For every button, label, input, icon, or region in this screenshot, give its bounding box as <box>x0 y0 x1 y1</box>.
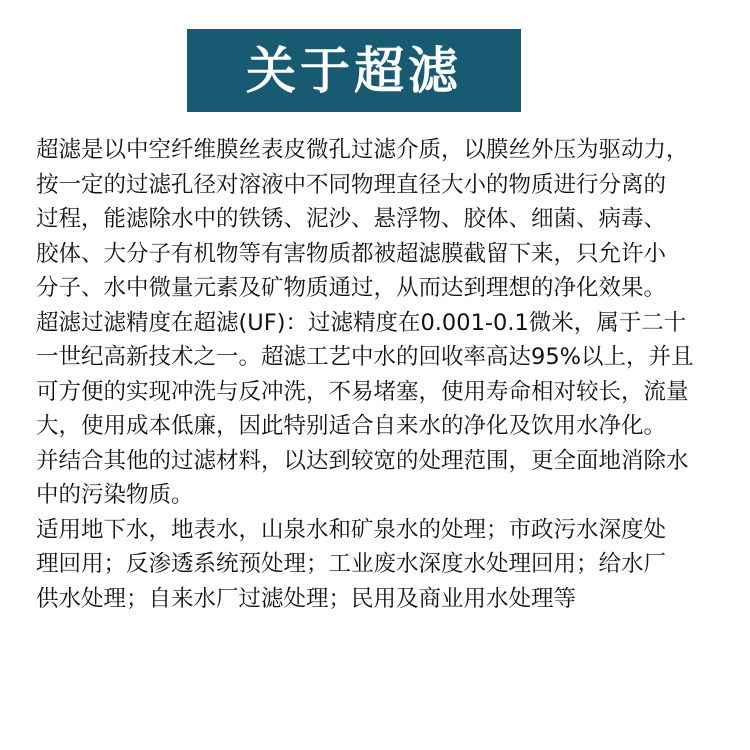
text-line: 理回用；反渗透系统预处理；工业废水深度水处理回用；给水厂 <box>36 551 667 577</box>
text-line: 大，使用成本低廉，因此特别适合自来水的净化及饮用水净化。 <box>36 413 667 439</box>
text-line: 分子、水中微量元素及矿物质通过，从而达到理想的净化效果。 <box>36 275 667 301</box>
text-line: 超滤过滤精度在超滤(UF)：过滤精度在0.001-0.1微米，属于二十 <box>36 309 687 336</box>
text-line: 适用地下水，地表水，山泉水和矿泉水的处理；市政污水深度处 <box>36 516 667 543</box>
text-line: 按一定的过滤孔径对溶液中不同物理直径大小的物质进行分离的 <box>36 171 667 198</box>
description-text-block <box>36 133 736 616</box>
text-line: 供水处理；自来水厂过滤处理；民用及商业用水处理等 <box>36 585 577 612</box>
text-line: 超滤是以中空纤维膜丝表皮微孔过滤介质，以膜丝外压为驱动力， <box>36 137 689 163</box>
title-banner <box>187 29 521 112</box>
text-line: 胶体、大分子有机物等有害物质都被超滤膜截留下来，只允许小 <box>36 240 667 267</box>
text-line: 并结合其他的过滤材料，以达到较宽的处理范围，更全面地消除水 <box>36 447 689 474</box>
text-line: 中的污染物质。 <box>36 482 194 508</box>
page-title: 关于超滤 <box>246 41 462 100</box>
text-line: 可方便的实现冲洗与反冲洗，不易堵塞，使用寿命相对较长，流量 <box>36 378 689 405</box>
text-line: 过程，能滤除水中的铁锈、泥沙、悬浮物、胶体、细菌、病毒、 <box>36 206 667 232</box>
text-line: 一世纪高新技术之一。超滤工艺中水的回收率高达95%以上，并且 <box>36 344 694 370</box>
